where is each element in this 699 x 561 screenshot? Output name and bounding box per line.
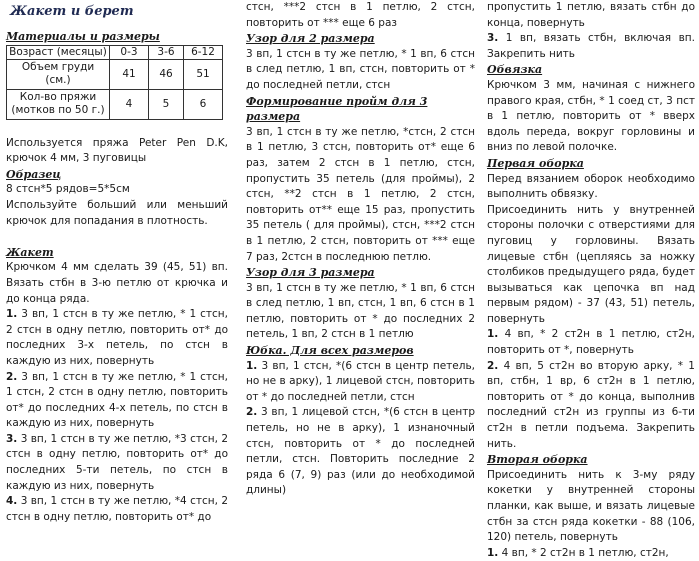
pattern-size3-heading: Узор для 3 размера — [246, 266, 375, 280]
sample-heading: Образец — [6, 167, 62, 181]
sample-line-1: 8 стсн*5 рядов=5*5см — [6, 183, 130, 196]
edging-text: Крючком 3 мм, начиная с нижнего правого края, стбн, * 1 соед ст, 3 пст в 1 петлю, повторить от * вверх вдоль переда, вокруг горловины и вниз по левой полочке. — [487, 78, 695, 154]
row-number: 2. — [246, 406, 258, 419]
table-cell: Кол-во пряжи (мотков по 50 г.) — [7, 89, 110, 119]
table-cell: 41 — [110, 59, 149, 89]
continued-text: стсн, ***2 стсн в 1 петлю, 2 стсн, повторить от *** еще 6 раз — [246, 1, 475, 29]
jacket-row — [6, 432, 228, 494]
table-cell: Возраст (месяцы) — [7, 45, 110, 59]
table-cell: 46 — [149, 59, 184, 89]
second-ruffle-row — [487, 546, 695, 561]
skirt-heading: Юбка. Для всех размеров — [246, 344, 414, 358]
edging-heading: Обвязка — [487, 63, 543, 77]
table-cell: 6-12 — [184, 45, 223, 59]
sample-line-2: Используйте больший или меньший крючок для попадания в плотность. — [6, 198, 228, 227]
row-number: 2. — [487, 359, 499, 372]
row-text: 1 вп, вязать стбн, включая вп. Закрепить нить — [487, 32, 695, 60]
row-text: 3 вп, 1 стсн, *(6 стсн в центр петель, но не в арку), 1 лицевой стсн, повторить от * до последней петли, стсн — [246, 359, 475, 403]
first-ruffle-p2: Присоединить нить у внутренней стороны полочки с отверстиями для пуговиц у горловины. Вязать лицевые стбн (цепляясь за ножку столбиков предыдущего ряда, будет вызываться как цепочка вп над первым рядом) - 37 (43, 51) петель, повернуть — [487, 203, 695, 325]
jacket-row — [6, 307, 228, 369]
second-ruffle-heading: Вторая оборка — [487, 453, 588, 467]
jacket-row — [6, 370, 228, 432]
row-number: 1. — [487, 328, 499, 341]
first-ruffle-row — [487, 327, 695, 358]
jacket-heading: Жакет — [6, 245, 54, 259]
materials-text: Используется пряжа Peter Pen D.K, крючок 4 мм, 3 пуговицы — [6, 136, 228, 165]
continued-text: пропустить 1 петлю, вязать стбн до конца, повернуть — [487, 1, 695, 29]
row-number: 3. — [487, 32, 499, 45]
column-1 — [6, 0, 228, 525]
row-number: 2. — [6, 370, 18, 383]
row-text: 3 вп, 1 стсн в ту же петлю, * 1 стсн, 1 стсн, 2 стсн в одну петлю, повторить от* до последних 4-х петель, по стсн в каждую из них, повернуть — [6, 370, 229, 430]
table-row — [7, 89, 223, 119]
sizes-table — [6, 45, 223, 120]
jacket-intro: Крючком 4 мм сделать 39 (45, 51) вп. Вязать стбн в 3-ю петлю от крючка и до конца ряда. — [6, 261, 228, 305]
table-row — [7, 59, 223, 89]
row-text: 3 вп, 1 стсн в ту же петлю, *3 стсн, 2 стсн в одну петлю, повторить от* до последних 5-ти петель, по стсн в каждую из них, повернуть — [6, 432, 228, 492]
row-text: 3 вп, 1 стсн в ту же петлю, * 1 стсн, 2 стсн в одну петлю, повторить от* до последних 3-х петель, по стсн в каждую из них, повернуть — [6, 308, 229, 367]
table-cell: 6 — [184, 89, 223, 119]
pattern-size3-text: 3 вп, 1 стсн в ту же петлю, * 1 вп, 6 стсн в след петлю, 1 вп, стсн, 1 вп, 6 стсн в 1 петлю, повторить от * до последних 2 петель, 1 вп, 2 стсн в 1 петлю — [246, 281, 475, 341]
row-number: 1. — [487, 546, 499, 559]
column-3 — [487, 0, 695, 561]
row-number: 3. — [6, 432, 18, 445]
row-number: 1. — [6, 308, 18, 321]
pattern-size2-text: 3 вп, 1 стсн в ту же петлю, * 1 вп, 6 стсн в след петлю, 1 вп, стсн, повторить от * до последней петли, стсн — [246, 47, 475, 91]
armholes-heading: Формирование пройм для 3 размера — [246, 94, 428, 124]
first-ruffle-heading: Первая оборка — [487, 156, 584, 170]
table-cell: Объем груди (см.) — [7, 59, 110, 89]
column-2 — [246, 0, 475, 499]
row-text: 3 вп, 1 лицевой стсн, *(6 стсн в центр петель, но не в арку), 1 изнаночный стсн, повторить от * до последней петли, стсн. Повторить последние 2 ряда 6 (7, 9) раз (или до необходимой длины) — [246, 406, 475, 497]
skirt-row — [246, 405, 475, 499]
table-cell: 51 — [184, 59, 223, 89]
row-number: 4. — [6, 495, 18, 508]
row-text: 3 вп, 1 стсн в ту же петлю, *4 стсн, 2 стсн в одну петлю, повторить от* до — [6, 495, 228, 523]
row-number: 1. — [246, 359, 258, 372]
first-ruffle-row — [487, 359, 695, 453]
jacket-row — [6, 494, 228, 525]
row-3 — [487, 31, 695, 62]
pattern-size2-heading: Узор для 2 размера — [246, 32, 375, 46]
table-header-row — [7, 45, 223, 59]
second-ruffle-p1: Присоединить нить к 3-му ряду кокетки у внутренней стороны планки, как выше, и вязать лицевые стбн за стсн ряда кокетки - 88 (106, 120) петель, повернуть — [487, 468, 695, 544]
table-cell: 4 — [110, 89, 149, 119]
armholes-text: 3 вп, 1 стсн в ту же петлю, *стсн, 2 стсн в 1 петлю, 3 стсн, повторить от* еще 6 раз, затем 2 стсн в 1 петлю, стсн, пропустить 35 петель (для проймы), 2 стсн, **2 стсн в 1 петлю, 2 стсн, повторить от** еще 15 раз, пропустить 35 петель ( для проймы), стсн, ***2 стсн в 1 петлю, 2 стсн, повторить от *** еще 7 раз, 2стсн в последнюю петлю. — [246, 125, 475, 263]
table-cell: 3-6 — [149, 45, 184, 59]
first-ruffle-p1: Перед вязанием оборок необходимо выполнить обвязку. — [487, 172, 695, 201]
row-text: 4 вп, * 2 ст2н в 1 петлю, ст2н, повторить от *, повернуть — [487, 328, 696, 357]
page-title: Жакет и берет — [10, 4, 134, 19]
table-cell: 5 — [149, 89, 184, 119]
table-cell: 0-3 — [110, 45, 149, 59]
row-text: 4 вп, * 2 ст2н в 1 петлю, ст2н, — [501, 546, 669, 559]
skirt-row — [246, 359, 475, 406]
materials-heading: Материалы и размеры — [6, 30, 160, 43]
row-text: 4 вп, 5 ст2н во вторую арку, * 1 вп, стбн, 1 вр, 6 ст2н в 1 петлю, повторить от * до конца, выполнив последний ст2н из группы из 6-ти ст2н в петли подъема. Закрепить нить. — [487, 359, 695, 450]
